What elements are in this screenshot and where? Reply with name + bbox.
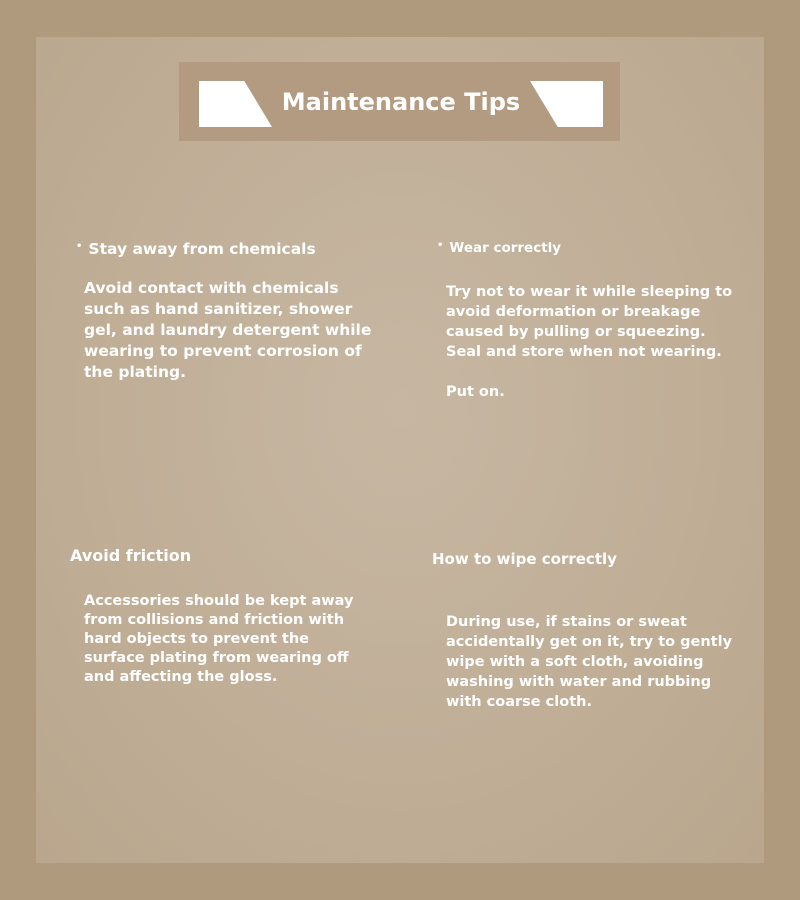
section-body-text: During use, if stains or sweat accidentally get on it, try to gently wipe with a soft cloth, avoiding washing with water and rubbing with coarse cloth. [446,614,733,710]
section-body-wipe [446,612,746,712]
section-heading-text: Stay away from chemicals [88,240,316,258]
section-heading-text: Wear correctly [449,240,562,256]
section-body-text: Avoid contact with chemicals such as hand sanitizer, shower gel, and laundry detergent while wearing to prevent corrosion of the plating. [84,279,372,381]
content-panel [36,37,764,863]
section-body-chemicals [84,278,374,383]
section-body-friction [84,592,374,687]
section-body-text: Accessories should be kept away from collisions and friction with hard objects to prevent the surface plating from wearing off and affecting the gloss. [84,593,354,685]
section-heading-chemicals [76,240,316,258]
bullet-icon: • [437,239,444,251]
section-body-wear [446,282,736,402]
section-body-text: Try not to wear it while sleeping to avoid deformation or breakage caused by pulling or squeezing. Seal and store when not wearing. [446,284,733,360]
page-title: Maintenance Tips [281,88,521,116]
section-heading-friction: Avoid friction [70,546,192,565]
section-heading-wear [437,240,561,256]
section-heading-wipe: How to wipe correctly [432,550,617,568]
section-body-extra: Put on. [446,384,505,400]
bullet-icon: • [76,241,83,252]
